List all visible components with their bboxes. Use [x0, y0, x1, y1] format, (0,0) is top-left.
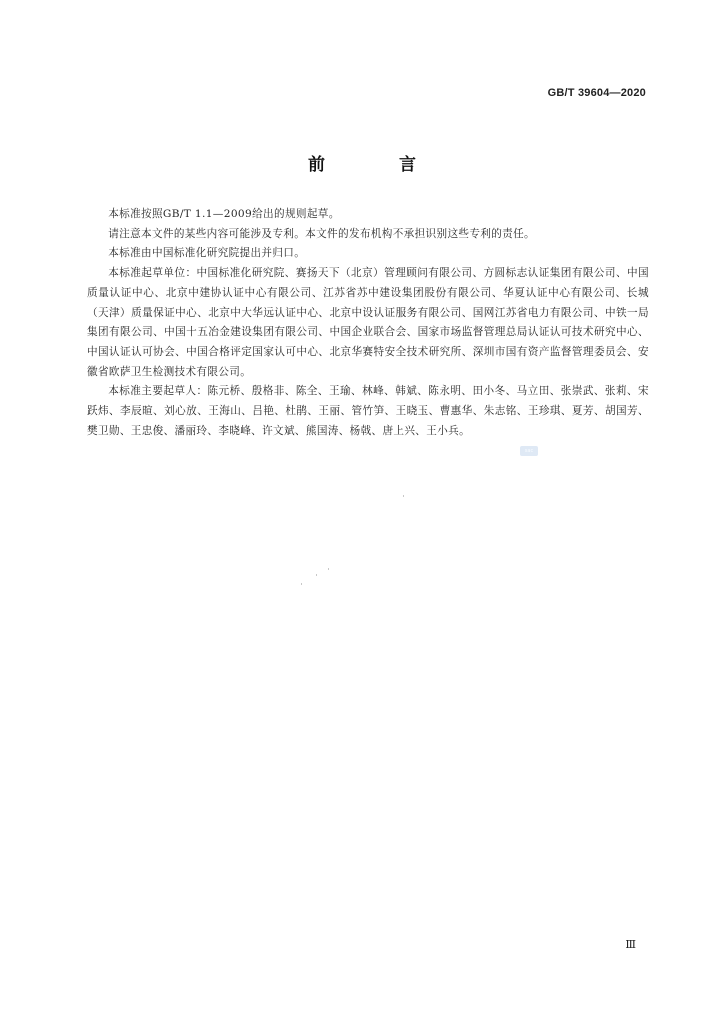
paragraph-drafting-rules: 本标准按照GB/T 1.1—2009给出的规则起草。: [108, 208, 340, 220]
paragraph-drafters: 本标准主要起草人：陈元桥、殷格非、陈全、王瑜、林峰、韩斌、陈永明、田小冬、马立田、张崇武、张莉、宋跃炜、李辰暄、刘心放、王海山、吕艳、杜鹃、王丽、管竹笋、王晓玉、曹惠华、朱志铭、王珍琪、夏芳、胡国芳、樊卫勋、王忠俊、潘丽玲、李晓峰、许文斌、熊国涛、杨戟、唐上兴、王小兵。: [87, 385, 649, 437]
paragraph-proposer: 本标准由中国标准化研究院提出并归口。: [108, 247, 306, 260]
scan-speck: [403, 495, 404, 497]
scan-speck: [328, 568, 329, 570]
watermark-stamp: sac: [520, 446, 538, 456]
scan-speck: [301, 583, 302, 585]
scan-speck: [316, 574, 317, 576]
standard-code: GB/T 39604—2020: [547, 87, 646, 99]
page-title: 前 言: [308, 155, 450, 175]
paragraph-drafting-units: 本标准起草单位：中国标准化研究院、赛扬天下（北京）管理顾问有限公司、方圆标志认证集团有限公司、中国质量认证中心、北京中建协认证中心有限公司、江苏省苏中建设集团股份有限公司、华夏认证中心有限公司、长城（天津）质量保证中心、北京中大华远认证中心、北京中设认证服务有限公司、国网江苏省电力有限公司、中铁一局集团有限公司、中国十五冶金建设集团有限公司、中国企业联合会、国家市场监督管理总局认证认可技术研究中心、中国认证认可协会、中国合格评定国家认可中心、北京华赛特安全技术研究所、深圳市国有资产监督管理委员会、安徽省欧萨卫生检测技术有限公司。: [87, 267, 649, 378]
foreword-body: [87, 205, 649, 441]
page-number: Ⅲ: [625, 938, 636, 951]
paragraph-patent-notice: 请注意本文件的某些内容可能涉及专利。本文件的发布机构不承担识别这些专利的责任。: [108, 227, 535, 240]
